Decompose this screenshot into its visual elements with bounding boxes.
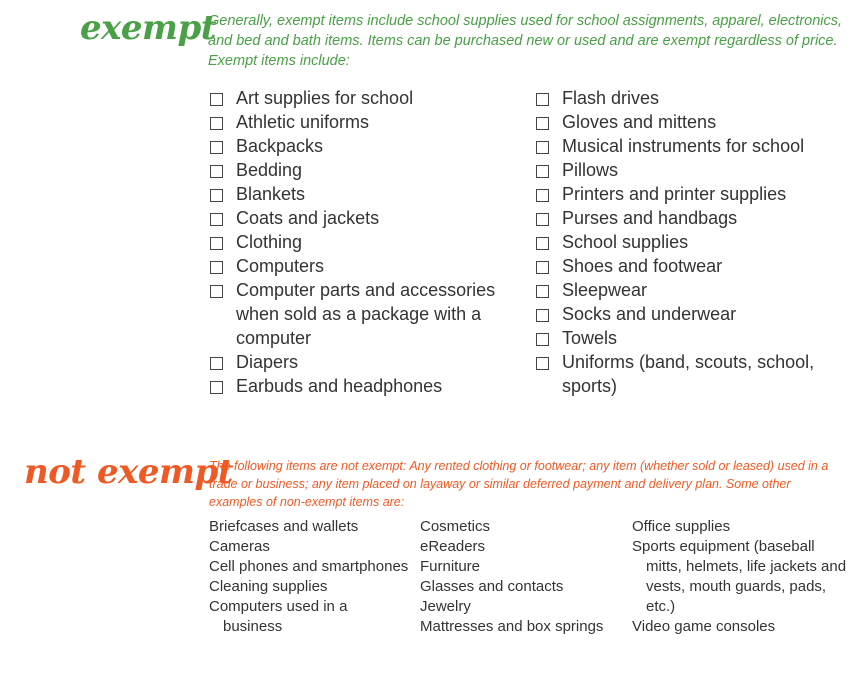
exempt-item — [536, 326, 856, 350]
exempt-item-label: Earbuds and headphones — [236, 376, 443, 396]
exempt-intro: Generally, exempt items include school supplies used for school assignments, apparel, electronics, and bed and bath items. Items can be purchased new or used and are exempt regardless of price. Exempt items include: — [208, 13, 843, 69]
not-exempt-item: Glasses and contacts — [420, 578, 564, 595]
exempt-item-label: Towels — [562, 328, 618, 348]
not-exempt-item: Office supplies — [632, 518, 731, 535]
checkbox[interactable] — [210, 261, 223, 274]
not-exempt-list-column-1 — [209, 517, 409, 637]
exempt-item-label: Diapers — [236, 352, 299, 372]
checkbox[interactable] — [536, 141, 549, 154]
exempt-item-label: Socks and underwear — [562, 304, 737, 324]
exempt-item — [536, 350, 856, 398]
exempt-item-label: Flash drives — [562, 88, 660, 108]
checkbox[interactable] — [536, 285, 549, 298]
checkbox[interactable] — [536, 189, 549, 202]
not-exempt-intro: The following items are not exempt: Any rented clothing or footwear; any item (whether sold or leased) used in a trade or business; any item placed on layaway or similar deferred payment and delivery plan. Some other examples of non-exempt items are: — [209, 459, 829, 509]
checkbox[interactable] — [536, 237, 549, 250]
checkbox[interactable] — [210, 189, 223, 202]
exempt-item — [210, 254, 510, 278]
exempt-item — [536, 254, 856, 278]
exempt-list-column-1 — [210, 86, 510, 398]
checkbox[interactable] — [536, 333, 549, 346]
exempt-item — [536, 86, 856, 110]
checkbox[interactable] — [210, 237, 223, 250]
exempt-item — [210, 86, 510, 110]
exempt-item — [210, 158, 510, 182]
exempt-item — [536, 110, 856, 134]
exempt-item-label: School supplies — [562, 232, 689, 252]
exempt-item-label: Musical instruments for school — [562, 136, 805, 156]
not-exempt-item: Computers used in a business — [209, 598, 348, 635]
exempt-item — [536, 182, 856, 206]
not-exempt-item: Briefcases and wallets — [209, 518, 359, 535]
exempt-item-label: Gloves and mittens — [562, 112, 717, 132]
checkbox[interactable] — [536, 165, 549, 178]
exempt-item — [536, 302, 856, 326]
not-exempt-item: Video game consoles — [632, 618, 776, 635]
not-exempt-item: Mattresses and box springs — [420, 618, 604, 635]
checkbox[interactable] — [210, 165, 223, 178]
exempt-heading: exempt — [80, 8, 216, 48]
exempt-item-label: Shoes and footwear — [562, 256, 723, 276]
checkbox[interactable] — [536, 309, 549, 322]
exempt-item — [210, 206, 510, 230]
exempt-item — [210, 350, 510, 374]
not-exempt-list-column-2 — [420, 517, 620, 637]
not-exempt-list-column-3 — [632, 517, 852, 637]
checkbox[interactable] — [210, 117, 223, 130]
exempt-item — [536, 278, 856, 302]
exempt-item — [536, 158, 856, 182]
not-exempt-item: Cameras — [209, 538, 270, 555]
exempt-item-label: Purses and handbags — [562, 208, 738, 228]
exempt-item — [210, 230, 510, 254]
checkbox[interactable] — [210, 93, 223, 106]
exempt-item — [210, 278, 510, 350]
checkbox[interactable] — [536, 261, 549, 274]
exempt-item-label: Computers — [236, 256, 325, 276]
exempt-item-label: Computer parts and accessories when sold as a package with a computer — [236, 280, 496, 348]
exempt-list-column-2 — [536, 86, 856, 398]
exempt-item-label: Coats and jackets — [236, 208, 380, 228]
not-exempt-heading: not exempt — [24, 452, 233, 492]
not-exempt-item: Cosmetics — [420, 518, 491, 535]
exempt-item-label: Sleepwear — [562, 280, 648, 300]
exempt-item-label: Pillows — [562, 160, 619, 180]
not-exempt-item: Cleaning supplies — [209, 578, 328, 595]
exempt-item — [536, 134, 856, 158]
checkbox[interactable] — [210, 141, 223, 154]
checkbox[interactable] — [536, 117, 549, 130]
not-exempt-item: Cell phones and smartphones — [209, 558, 409, 575]
exempt-item-label: Printers and printer supplies — [562, 184, 787, 204]
checkbox[interactable] — [536, 93, 549, 106]
exempt-item — [536, 206, 856, 230]
exempt-item-label: Art supplies for school — [236, 88, 414, 108]
not-exempt-item: Sports equipment (baseball mitts, helmets, life jackets and vests, mouth guards, pads, etc.) — [632, 538, 847, 615]
checkbox[interactable] — [536, 213, 549, 226]
exempt-item — [210, 182, 510, 206]
not-exempt-item: eReaders — [420, 538, 486, 555]
not-exempt-item: Jewelry — [420, 598, 471, 615]
exempt-item-label: Athletic uniforms — [236, 112, 370, 132]
exempt-item-label: Uniforms (band, scouts, school, sports) — [562, 352, 815, 396]
not-exempt-item: Furniture — [420, 558, 481, 575]
exempt-item — [210, 134, 510, 158]
checkbox[interactable] — [210, 213, 223, 226]
exempt-item-label: Backpacks — [236, 136, 324, 156]
exempt-item-label: Clothing — [236, 232, 303, 252]
exempt-item-label: Bedding — [236, 160, 303, 180]
exempt-item-label: Blankets — [236, 184, 306, 204]
exempt-item — [536, 230, 856, 254]
checkbox[interactable] — [210, 285, 223, 298]
checkbox[interactable] — [536, 357, 549, 370]
checkbox[interactable] — [210, 381, 223, 394]
exempt-item — [210, 374, 510, 398]
checkbox[interactable] — [210, 357, 223, 370]
exempt-item — [210, 110, 510, 134]
